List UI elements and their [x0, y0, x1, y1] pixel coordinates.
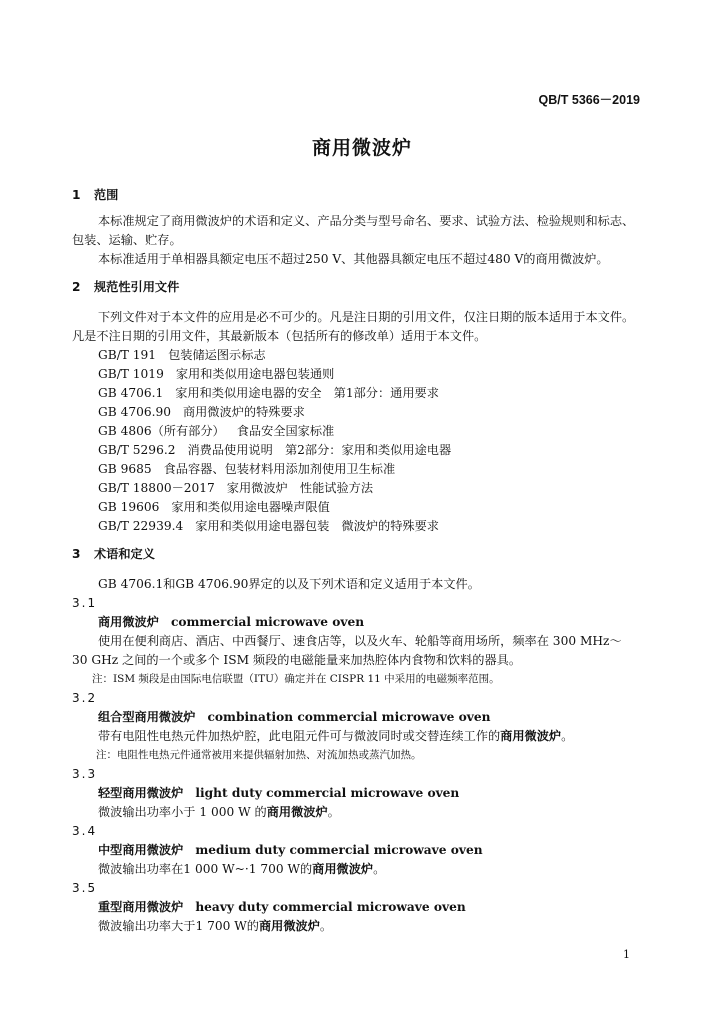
term-heading	[72, 613, 652, 632]
definition-line	[72, 727, 652, 746]
paragraph-line: GB 4706.1和GB 4706.90界定的以及下列术语和定义适用于本文件。	[98, 577, 480, 591]
reference-code: GB 9685	[98, 462, 152, 476]
reference-item	[72, 365, 652, 384]
term-heading	[72, 708, 652, 727]
standard-code: QB/T 5366－2019	[538, 93, 640, 107]
reference-list	[72, 346, 652, 536]
term-cn: 商用微波炉	[98, 615, 159, 629]
definition-line	[72, 860, 652, 879]
term-heading	[72, 784, 652, 803]
reference-title: 商用微波炉的特殊要求	[182, 405, 305, 419]
definition-line	[72, 803, 652, 822]
paragraph-line: 本标准规定了商用微波炉的术语和定义、产品分类与型号命名、要求、试验方法、检验规则和标志、	[98, 214, 635, 228]
section-number: 1	[72, 188, 81, 202]
reference-code: GB 4806（所有部分）	[98, 424, 225, 438]
reference-item	[72, 460, 652, 479]
term-note: 注：ISM 频段是由国际电信联盟（ITU）确定并在 CISPR 11 中采用的电磁频率范围。	[92, 673, 500, 685]
section-number: 2	[72, 280, 81, 294]
page-number: 1	[623, 948, 630, 961]
clause-number: 3.5	[72, 881, 98, 895]
clause-number: 3.2	[72, 691, 98, 705]
reference-code: GB/T 1019	[98, 367, 164, 381]
section-heading-scope	[72, 186, 652, 205]
reference-item	[72, 422, 652, 441]
definition-term-ref: 商用微波炉	[258, 919, 320, 933]
reference-title: 家用和类似用途电器的安全 第1部分：通用要求	[175, 386, 439, 400]
reference-item	[72, 403, 652, 422]
term-en: light duty commercial microwave oven	[195, 786, 460, 800]
reference-code: GB 19606	[98, 500, 160, 514]
reference-code: GB/T 22939.4	[98, 519, 184, 533]
term-note: 注：电阻性电热元件通常被用来提供辐射加热、对流加热或蒸汽加热。	[96, 749, 422, 761]
clause-number: 3.4	[72, 824, 98, 838]
term-cn: 组合型商用微波炉	[98, 710, 196, 724]
section-title: 规范性引用文件	[94, 280, 180, 294]
reference-title: 家用微波炉 性能试验方法	[226, 481, 374, 495]
reference-item	[72, 479, 652, 498]
definition-text: 带有电阻性电热元件加热炉腔，此电阻元件可与微波同时或交替连续工作的	[98, 729, 501, 743]
clause-number: 3.1	[72, 596, 98, 610]
clause-number: 3.3	[72, 767, 98, 781]
definition-end: 。	[561, 729, 574, 743]
definition-line	[72, 917, 652, 936]
reference-title: 食品容器、包装材料用添加剂使用卫生标准	[163, 462, 396, 476]
term-en: commercial microwave oven	[170, 615, 365, 629]
definition-text: 微波输出功率小于 1 000 W 的	[98, 805, 267, 819]
reference-code: GB 4706.90	[98, 405, 171, 419]
definition-term-ref: 商用微波炉	[500, 729, 562, 743]
paragraph-line: 本标准适用于单相器具额定电压不超过250 V、其他器具额定电压不超过480 V的商用微波炉。	[98, 252, 609, 266]
reference-code: GB/T 191	[98, 348, 157, 362]
definition-term-ref: 商用微波炉	[266, 805, 328, 819]
reference-item	[72, 498, 652, 517]
section-heading-terms-definitions	[72, 545, 652, 564]
paragraph-line: 凡是不注日期的引用文件，其最新版本（包括所有的修改单）适用于本文件。	[72, 329, 487, 343]
reference-item	[72, 517, 652, 536]
definition-end: 。	[373, 862, 386, 876]
reference-title: 消费品使用说明 第2部分：家用和类似用途电器	[187, 443, 452, 457]
section-title: 术语和定义	[94, 547, 155, 561]
definition-line: 使用在便利商店、酒店、中西餐厅、速食店等，以及火车、轮船等商用场所，频率在 300 MHz～	[98, 634, 622, 648]
term-cn: 中型商用微波炉	[98, 843, 184, 857]
reference-item	[72, 384, 652, 403]
reference-code: GB 4706.1	[98, 386, 164, 400]
term-cn: 重型商用微波炉	[98, 900, 184, 914]
reference-code: GB/T 18800－2017	[98, 481, 215, 495]
definition-text: 微波输出功率在1 000 W~·1 700 W的	[98, 862, 313, 876]
reference-title: 家用和类似用途电器包装通则	[175, 367, 335, 381]
reference-title: 家用和类似用途电器包装 微波炉的特殊要求	[195, 519, 439, 533]
section-number: 3	[72, 547, 81, 561]
definition-text: 微波输出功率大于1 700 W的	[98, 919, 259, 933]
section-title: 范围	[94, 188, 119, 202]
definition-end: 。	[327, 805, 340, 819]
term-en: combination commercial microwave oven	[207, 710, 491, 724]
paragraph-line: 包装、运输、贮存。	[72, 233, 182, 247]
term-cn: 轻型商用微波炉	[98, 786, 184, 800]
section-heading-normative-references	[72, 278, 652, 297]
reference-item	[72, 346, 652, 365]
reference-title: 家用和类似用途电器噪声限值	[171, 500, 330, 514]
definition-term-ref: 商用微波炉	[312, 862, 374, 876]
document-body	[72, 186, 652, 936]
definition-line: 30 GHz 之间的一个或多个 ISM 频段的电磁能量来加热腔体内食物和饮料的器具。	[72, 653, 522, 667]
reference-code: GB/T 5296.2	[98, 443, 176, 457]
term-en: heavy duty commercial microwave oven	[195, 900, 466, 914]
paragraph-line: 下列文件对于本文件的应用是必不可少的。凡是注日期的引用文件，仅注日期的版本适用于本文件。	[98, 310, 635, 324]
reference-title: 包装储运图示标志	[168, 348, 266, 362]
term-en: medium duty commercial microwave oven	[195, 843, 483, 857]
term-heading	[72, 841, 652, 860]
reference-title: 食品安全国家标准	[236, 424, 335, 438]
reference-item	[72, 441, 652, 460]
term-heading	[72, 898, 652, 917]
definition-end: 。	[319, 919, 333, 933]
page-title: 商用微波炉	[311, 137, 412, 159]
